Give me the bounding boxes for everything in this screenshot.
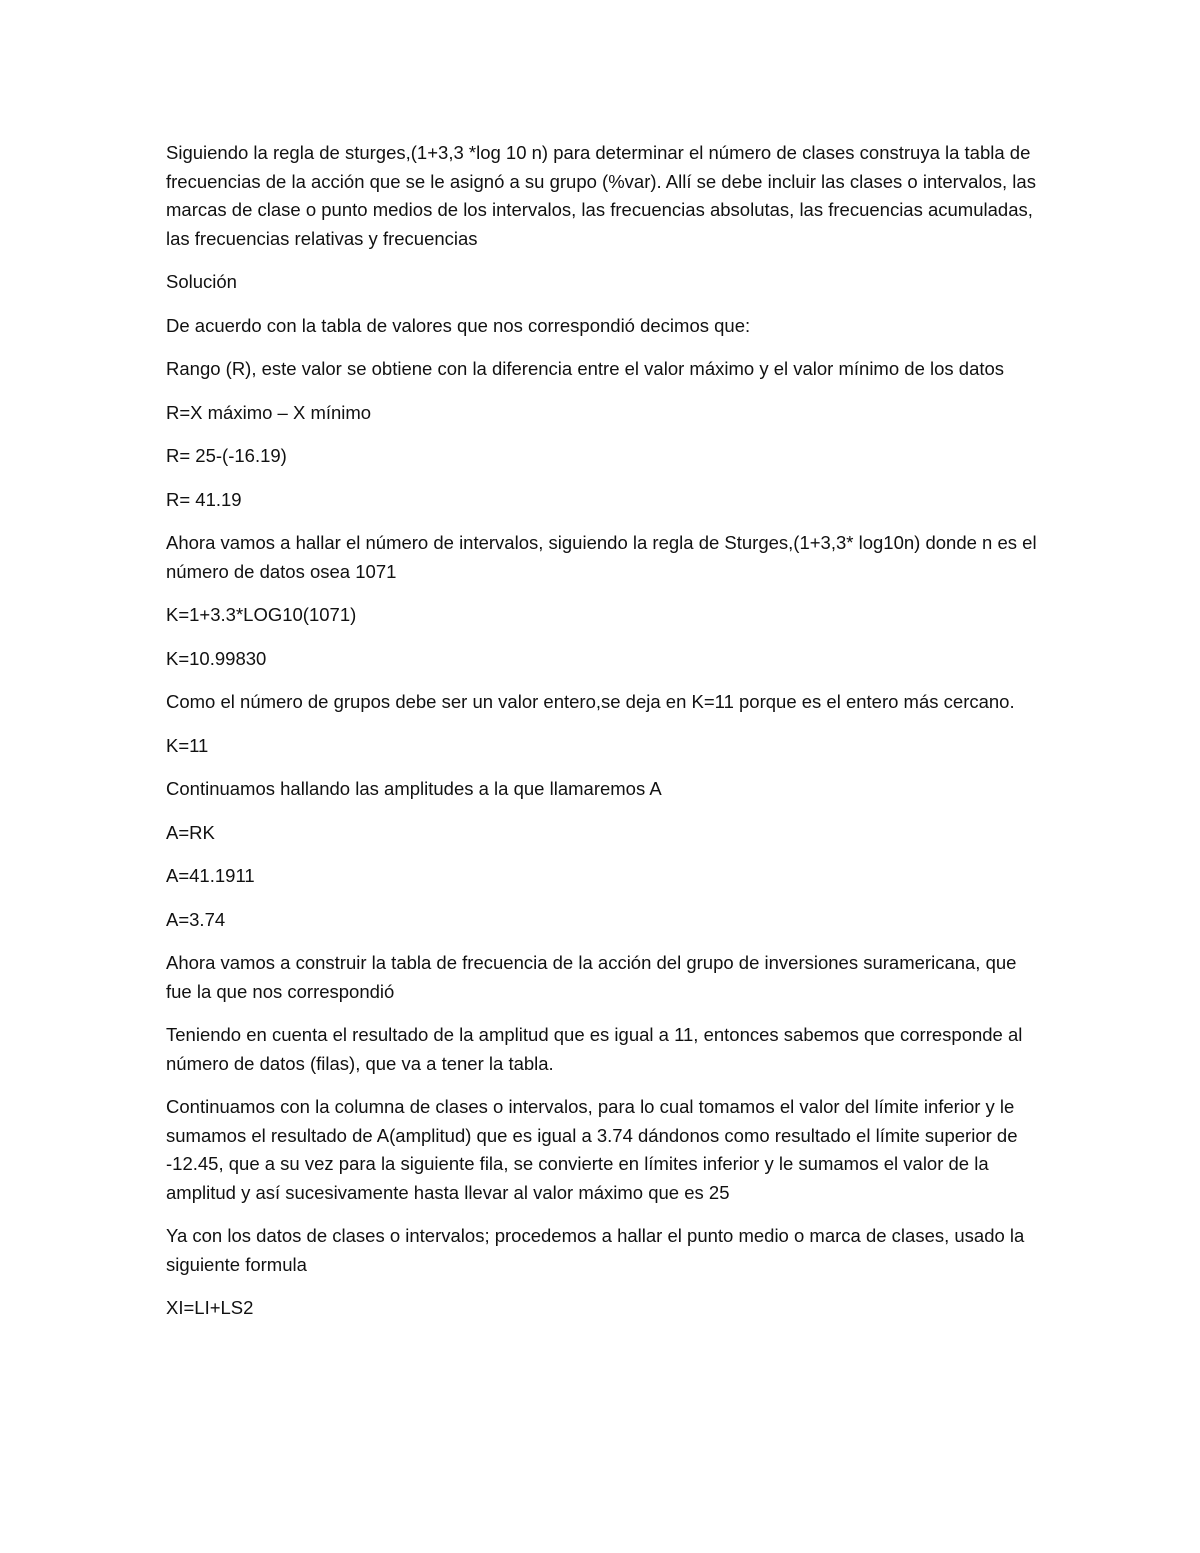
formula-line: A=RK — [166, 821, 215, 843]
formula-line: K=10.99830 — [166, 647, 267, 669]
paragraph: Teniendo en cuenta el resultado de la amplitud que es igual a 11, entonces sabemos que corresponde al número de datos (filas), que va a tener la tabla. — [166, 1024, 1023, 1074]
paragraph: De acuerdo con la tabla de valores que nos correspondió decimos que: — [166, 314, 751, 336]
paragraph: Continuamos hallando las amplitudes a la que llamaremos A — [166, 778, 662, 799]
formula-line: R= 41.19 — [166, 488, 242, 510]
paragraph: Ahora vamos a construir la tabla de frecuencia de la acción del grupo de inversiones suramericana, que fue la que nos correspondió — [166, 952, 1017, 1002]
paragraph: Rango (R), este valor se obtiene con la diferencia entre el valor máximo y el valor mínimo de los datos — [166, 358, 1005, 379]
formula-line: A=3.74 — [166, 908, 226, 930]
formula-line: R= 25-(-16.19) — [166, 445, 287, 466]
document-body — [166, 139, 1046, 1338]
paragraph: Como el número de grupos debe ser un valor entero,se deja en K=11 porque es el entero más cercano. — [166, 691, 1015, 712]
paragraph-intro: Siguiendo la regla de sturges,(1+3,3 *log 10 n) para determinar el número de clases construya la tabla de frecuencias de la acción que se le asignó a su grupo (%var). Allí se debe incluir las clases o intervalos, las marcas de clase o punto medios de los intervalos, las frecuencias absolutas, las frecuencias acumuladas, las frecuencias relativas y frecuencias — [166, 142, 1036, 249]
formula-line: K=1+3.3*LOG10(1071) — [166, 604, 357, 625]
formula-line: R=X máximo – X mínimo — [166, 401, 372, 423]
paragraph-solucion-heading: Solución — [166, 271, 237, 292]
paragraph: Ya con los datos de clases o intervalos; procedemos a hallar el punto medio o marca de clases, usado la siguiente formula — [166, 1225, 1025, 1275]
paragraph: Ahora vamos a hallar el número de intervalos, siguiendo la regla de Sturges,(1+3,3* log10n) donde n es el número de datos osea 1071 — [166, 532, 1037, 582]
paragraph: Continuamos con la columna de clases o intervalos, para lo cual tomamos el valor del límite inferior y le sumamos el resultado de A(amplitud) que es igual a 3.74 dándonos como resultado el límite superior de -12.45, que a su vez para la siguiente fila, se convierte en límites inferior y le sumamos el valor de la amplitud y así sucesivamente hasta llevar al valor máximo que es 25 — [166, 1096, 1018, 1203]
formula-line: XI=LI+LS2 — [166, 1297, 254, 1318]
formula-line: K=11 — [166, 734, 209, 756]
formula-line: A=41.1911 — [166, 865, 255, 886]
